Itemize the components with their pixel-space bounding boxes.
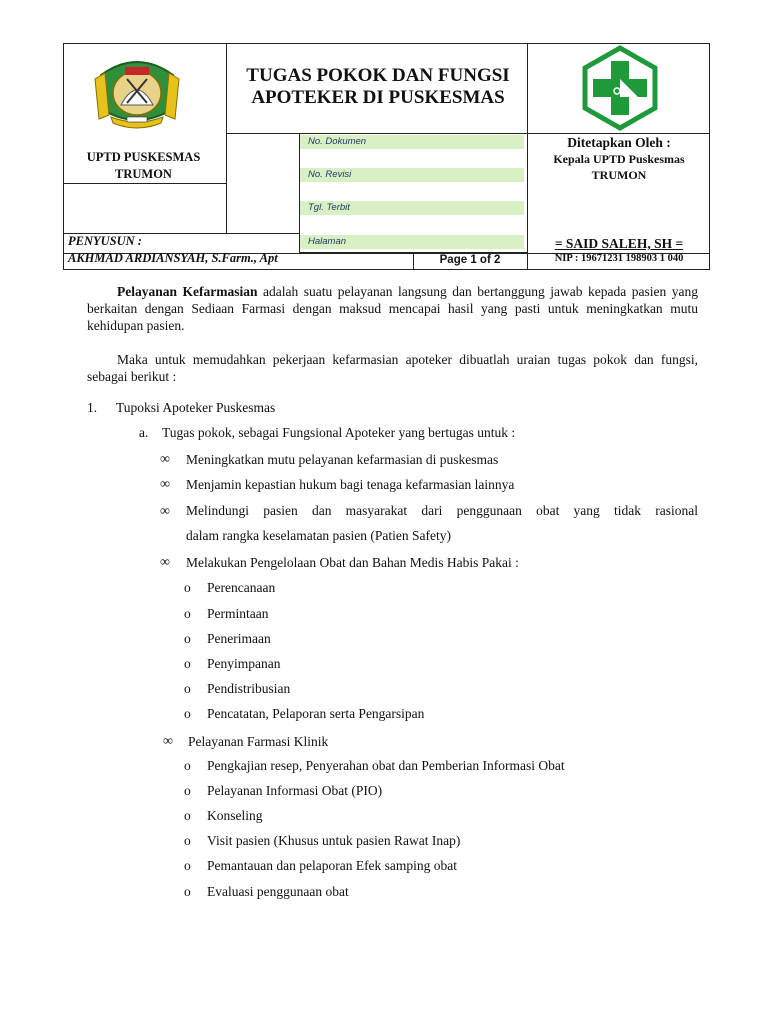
title-line-2: APOTEKER DI PUSKESMAS xyxy=(251,87,505,108)
field-no-revisi: No. Revisi xyxy=(300,168,524,182)
circle-bullet-icon: o xyxy=(184,656,191,671)
title-line-1: TUGAS POKOK DAN FUNGSI xyxy=(246,65,510,86)
circle-bullet-icon: o xyxy=(184,606,191,621)
penyusun-name: AKHMAD ARDIANSYAH, S.Farm., Apt xyxy=(68,251,278,265)
list-item: Perencanaan xyxy=(207,580,276,595)
subsection-title: Tugas pokok, sebagai Fungsional Apoteker yang bertugas untuk : xyxy=(162,425,516,440)
list-item: Pencatatan, Pelaporan serta Pengarsipan xyxy=(207,706,425,721)
intro-text: adalah suatu pelayanan langsung dan bertanggung jawab kepada pasien yang berkaitan dengan Sediaan Farmasi dengan maksud mencapai hasil yang pasti untuk meningkatkan mutu kehidupan pasien. xyxy=(87,284,698,333)
field-halaman: Halaman xyxy=(300,235,524,249)
regency-emblem-logo xyxy=(91,53,183,133)
infinity-bullet-icon: ∞ xyxy=(160,477,170,492)
list-item: Meningkatkan mutu pelayanan kefarmasian di puskesmas xyxy=(186,452,499,467)
intro-paragraph xyxy=(87,283,698,334)
approver-title-line-2: TRUMON xyxy=(591,168,647,182)
signer-name: = SAID SALEH, SH = xyxy=(554,236,684,251)
list-item: Visit pasien (Khusus untuk pasien Rawat Inap) xyxy=(207,833,461,848)
organization-name xyxy=(63,149,224,183)
circle-bullet-icon: o xyxy=(184,783,191,798)
list-item-continuation: dalam rangka keselamatan pasien (Patien Safety) xyxy=(186,528,452,543)
section-title: Tupoksi Apoteker Puskesmas xyxy=(116,400,276,415)
approved-by-label: Ditetapkan Oleh : xyxy=(567,135,671,150)
list-item: Menjamin kepastian hukum bagi tenaga kefarmasian lainnya xyxy=(186,477,515,492)
page-number: Page 1 of 2 xyxy=(439,254,501,266)
field-tgl-terbit: Tgl. Terbit xyxy=(300,201,524,215)
list-item: Pengkajian resep, Penyerahan obat dan Pemberian Informasi Obat xyxy=(207,758,565,773)
circle-bullet-icon: o xyxy=(184,884,191,899)
penyusun-label: PENYUSUN : xyxy=(68,234,142,248)
circle-bullet-icon: o xyxy=(184,833,191,848)
circle-bullet-icon: o xyxy=(184,706,191,721)
purpose-paragraph: Maka untuk memudahkan pekerjaan kefarmasian apoteker dibuatlah uraian tugas pokok dan fungsi, sebagai berikut : xyxy=(87,352,698,384)
circle-bullet-icon: o xyxy=(184,758,191,773)
org-line-2: TRUMON xyxy=(115,167,172,181)
health-cross-logo xyxy=(580,45,660,131)
infinity-bullet-icon: ∞ xyxy=(160,504,170,519)
list-item: Melindungi pasien dan masyarakat dari penggunaan obat yang tidak rasional xyxy=(186,503,698,518)
infinity-bullet-icon: ∞ xyxy=(160,452,170,467)
list-item: Melakukan Pengelolaan Obat dan Bahan Medis Habis Pakai : xyxy=(186,555,519,570)
approver-title xyxy=(528,151,710,183)
document-body xyxy=(87,283,698,385)
list-item: Pelayanan Farmasi Klinik xyxy=(188,734,329,749)
circle-bullet-icon: o xyxy=(184,808,191,823)
section-number: 1. xyxy=(87,400,98,415)
document-title xyxy=(228,65,528,109)
intro-term: Pelayanan Kefarmasian xyxy=(117,284,258,299)
org-line-1: UPTD PUSKESMAS xyxy=(86,150,201,164)
list-item: Konseling xyxy=(207,808,263,823)
list-item: Pemantauan dan pelaporan Efek samping obat xyxy=(207,858,458,873)
document-header-table xyxy=(63,43,710,270)
signer-nip: NIP : 19671231 198903 1 040 xyxy=(554,253,684,264)
subsection-letter: a. xyxy=(139,425,149,440)
list-item: Evaluasi penggunaan obat xyxy=(207,884,349,899)
circle-bullet-icon: o xyxy=(184,580,191,595)
circle-bullet-icon: o xyxy=(184,858,191,873)
field-no-dokumen: No. Dokumen xyxy=(300,135,524,149)
list-item: Pendistribusian xyxy=(207,681,291,696)
list-item: Penerimaan xyxy=(207,631,271,646)
infinity-bullet-icon: ∞ xyxy=(160,555,170,570)
list-item: Penyimpanan xyxy=(207,656,281,671)
list-item: Pelayanan Informasi Obat (PIO) xyxy=(207,783,383,798)
approver-title-line-1: Kepala UPTD Puskesmas xyxy=(553,152,685,166)
circle-bullet-icon: o xyxy=(184,681,191,696)
infinity-bullet-icon: ∞ xyxy=(163,734,173,749)
circle-bullet-icon: o xyxy=(184,631,191,646)
list-item: Permintaan xyxy=(207,606,269,621)
